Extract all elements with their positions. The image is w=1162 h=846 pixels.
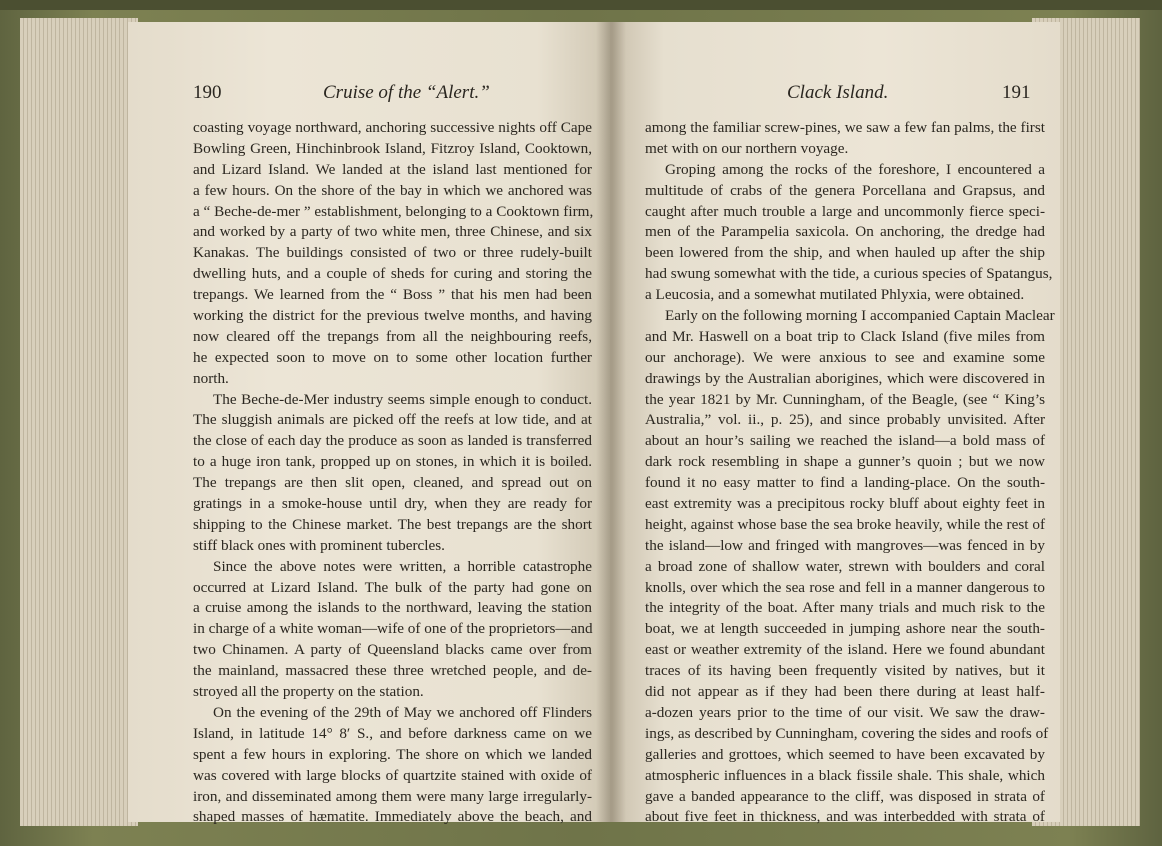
text-line: working the district for the previous twelve months, and having <box>193 307 592 325</box>
text-line: dark rock resembling in shape a gunner’s quoin ; but we now <box>645 453 1045 471</box>
text-line: the close of each day the produce as soon as landed is transferred <box>193 432 592 450</box>
text-line: and worked by a party of two white men, three Chinese, and six <box>193 223 592 241</box>
text-line: shipping to the Chinese market. The best trepangs are the short <box>193 515 592 533</box>
text-line: was covered with large blocks of quartzite stained with oxide of <box>193 766 592 784</box>
text-line: iron, and disseminated among them were many large irregularly- <box>193 787 592 805</box>
left-page-number: 190 <box>193 82 222 103</box>
text-line: now cleared off the trepangs from all the neighbouring reefs, <box>193 327 592 345</box>
book-cover-edge <box>0 0 1162 10</box>
text-line: east extremity was a precipitous rocky bluff about eighty feet in <box>645 495 1045 513</box>
text-line: men of the Parampelia saxicola. On anchoring, the dredge had <box>645 223 1045 241</box>
left-page-stack-edge <box>20 18 138 826</box>
text-line: about five feet in thickness, and was interbedded with strata of <box>645 808 1045 826</box>
text-line: north. <box>193 369 229 387</box>
text-line: been lowered from the ship, and when hauled up after the ship <box>645 244 1045 262</box>
text-line: coasting voyage northward, anchoring successive nights off Cape <box>193 119 592 136</box>
text-line: a cruise among the islands to the northward, leaving the station <box>193 599 592 617</box>
text-line: galleries and grottoes, which seemed to have been excavated by <box>645 745 1045 763</box>
text-line: Groping among the rocks of the foreshore, I encountered a <box>665 160 1045 178</box>
text-line: a-dozen years prior to the time of our visit. We saw the draw- <box>645 703 1045 721</box>
text-line: knolls, over which the sea rose and fell in a manner dangerous to <box>645 578 1045 596</box>
text-line: dwelling huts, and a couple of sheds for curing and storing the <box>193 265 592 283</box>
right-running-head: Clack Island. <box>787 82 889 103</box>
text-line: a Leucosia, and a somewhat mutilated Phlyxia, were obtained. <box>645 286 1025 304</box>
text-line: stroyed all the property on the station. <box>193 683 424 701</box>
book-gutter <box>596 22 626 822</box>
text-line: boat, we at length succeeded in jumping ashore near the south- <box>645 620 1045 638</box>
text-line: our anchorage). We were anxious to see and examine some <box>645 348 1045 366</box>
text-line: had swung somewhat with the tide, a curious species of Spatangus, <box>645 265 1053 283</box>
text-line: Island, in latitude 14° 8′ S., and before darkness came on we <box>193 724 592 742</box>
left-running-head: Cruise of the “Alert.” <box>323 82 490 103</box>
text-line: met with on our northern voyage. <box>645 139 849 157</box>
text-line: stiff black ones with prominent tubercles. <box>193 536 445 554</box>
text-line: gave a banded appearance to the cliff, was disposed in strata of <box>645 787 1045 805</box>
text-line: did not appear as if they had been there during at least half- <box>645 683 1045 701</box>
text-line: caught after much trouble a large and uncommonly fierce speci- <box>645 202 1045 220</box>
text-line: The trepangs are then slit open, cleaned, and spread out on <box>193 474 592 492</box>
text-line: a few hours. On the shore of the bay in which we anchored was <box>193 181 592 199</box>
text-line: east or weather extremity of the island. Here we found abundant <box>645 641 1045 659</box>
text-line: a broad zone of shallow water, strewn with boulders and coral <box>645 557 1045 575</box>
text-line: traces of its having been frequently visited by natives, but it <box>645 662 1045 680</box>
text-line: ings, as described by Cunningham, covering the sides and roofs of <box>645 724 1049 742</box>
text-line: On the evening of the 29th of May we anchored off Flinders <box>213 703 592 721</box>
text-line: Kanakas. The buildings consisted of two or three rudely-built <box>193 244 592 262</box>
text-line: The Beche-de-Mer industry seems simple enough to conduct. <box>213 390 592 408</box>
text-line: about an hour’s sailing we reached the island—a bold mass of <box>645 432 1045 450</box>
text-line: drawings by the Australian aborigines, which were discovered in <box>645 369 1045 387</box>
text-line: in charge of a white woman—wife of one of the proprietors—and <box>193 620 593 638</box>
text-line: spent a few hours in exploring. The shore on which we landed <box>193 745 592 763</box>
right-page-body <box>645 118 1055 828</box>
text-line: the island—low and fringed with mangroves—was fenced in by <box>645 536 1045 554</box>
text-line: and Mr. Haswell on a boat trip to Clack Island (five miles from <box>645 327 1045 345</box>
text-line: atmospheric influences in a black fissile shale. This shale, which <box>645 766 1045 784</box>
text-line: to a huge iron tank, propped up on stones, in which it is boiled. <box>193 453 592 471</box>
text-line: multitude of crabs of the genera Porcellana and Grapsus, and <box>645 181 1045 199</box>
text-line: he expected soon to move on to some other location further <box>193 348 592 366</box>
text-line: Australia,” vol. ii., p. 25), and since probably unvisited. After <box>645 411 1045 429</box>
text-line: found it no easy matter to find a landing-place. On the south- <box>645 474 1045 492</box>
text-line: Since the above notes were written, a horrible catastrophe <box>213 557 592 575</box>
text-line: the mainland, massacred these three wretched people, and de- <box>193 662 592 680</box>
text-line: Early on the following morning I accompanied Captain Maclear <box>665 307 1055 325</box>
text-line: height, against whose base the sea broke heavily, while the rest of <box>645 515 1045 533</box>
text-line: shaped masses of hæmatite. Immediately above the beach, and <box>193 808 592 826</box>
text-line: Bowling Green, Hinchinbrook Island, Fitzroy Island, Cooktown, <box>193 139 592 157</box>
text-line: among the familiar screw-pines, we saw a few fan palms, the first <box>645 119 1045 136</box>
text-line: a “ Beche-de-mer ” establishment, belonging to a Cooktown firm, <box>193 202 594 220</box>
text-line: the year 1821 by Mr. Cunningham, of the Beagle, (see “ King’s <box>645 390 1045 408</box>
text-line: the integrity of the boat. After many trials and much risk to the <box>645 599 1045 617</box>
left-page-body <box>193 118 592 828</box>
text-line: trepangs. We learned from the “ Boss ” that his men had been <box>193 286 592 304</box>
text-line: and Lizard Island. We landed at the island last mentioned for <box>193 160 592 178</box>
text-line: occurred at Lizard Island. The bulk of the party had gone on <box>193 578 592 596</box>
right-page-number: 191 <box>1002 82 1031 103</box>
text-line: two Chinamen. A party of Queensland blacks came over from <box>193 641 592 659</box>
text-line: The sluggish animals are picked off the reefs at low tide, and at <box>193 411 592 429</box>
text-line: gratings in a smoke-house until dry, when they are ready for <box>193 495 592 513</box>
